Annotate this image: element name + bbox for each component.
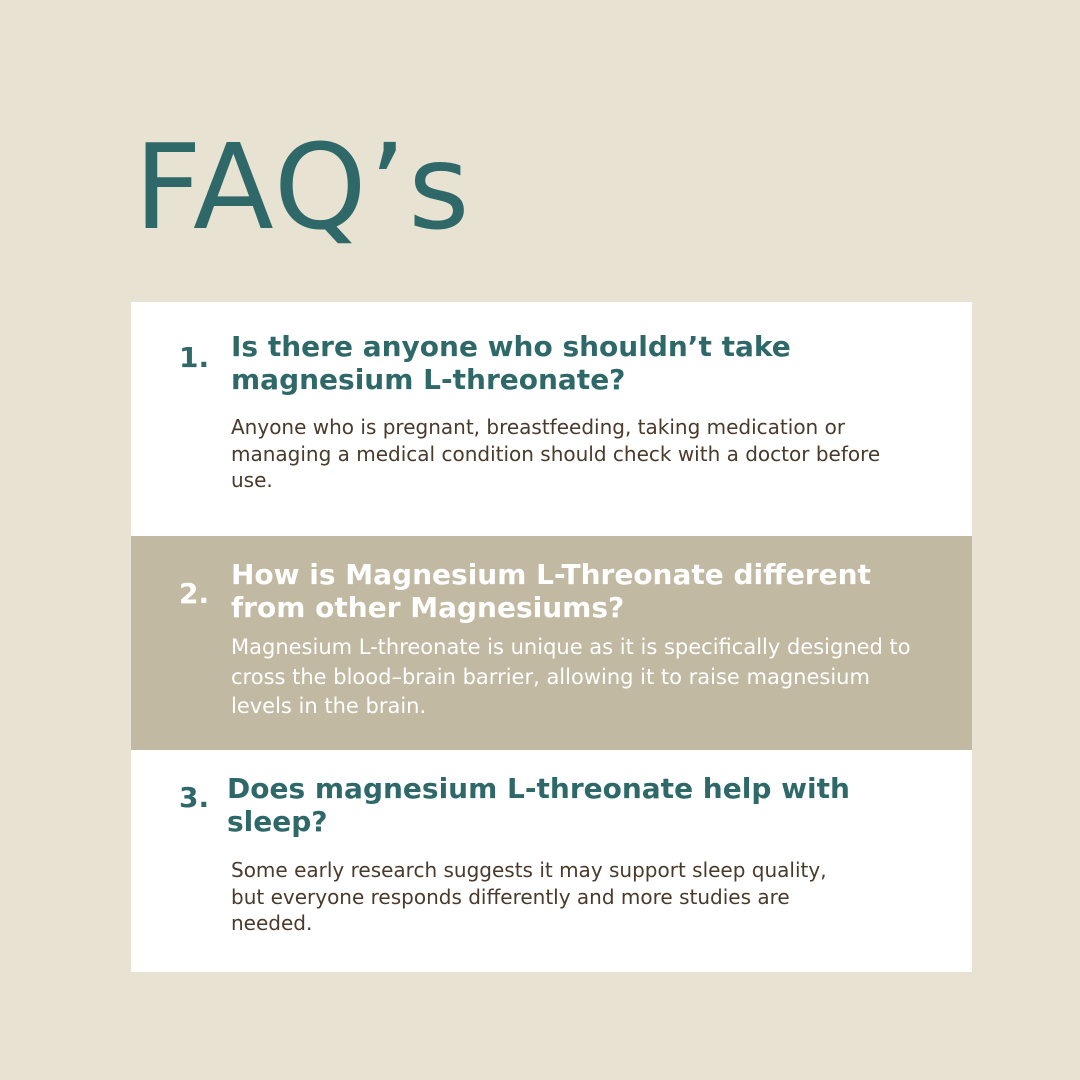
faq-item-2[interactable] bbox=[131, 536, 972, 750]
faq-number: 2. bbox=[179, 577, 210, 610]
faq-question: Does magnesium L-threonate help with sleep? bbox=[227, 772, 850, 838]
faq-item-1[interactable] bbox=[131, 302, 972, 536]
faq-number: 1. bbox=[179, 341, 210, 374]
page-title: FAQ’s bbox=[134, 118, 472, 256]
faq-answer: Anyone who is pregnant, breastfeeding, taking medication or managing a medical condition should check with a doctor before use. bbox=[231, 415, 881, 492]
faq-answer: Some early research suggests it may support sleep quality, but everyone responds differently and more studies are needed. bbox=[231, 858, 827, 935]
faq-question: How is Magnesium L-Threonate different from other Magnesiums? bbox=[231, 558, 871, 624]
faq-number: 3. bbox=[179, 781, 210, 814]
faq-item-3[interactable] bbox=[131, 750, 972, 972]
faq-answer: Magnesium L-threonate is unique as it is specifically designed to cross the blood–brain barrier, allowing it to raise magnesium levels in the brain. bbox=[231, 635, 911, 718]
faq-question: Is there anyone who shouldn’t take magnesium L-threonate? bbox=[231, 330, 791, 396]
